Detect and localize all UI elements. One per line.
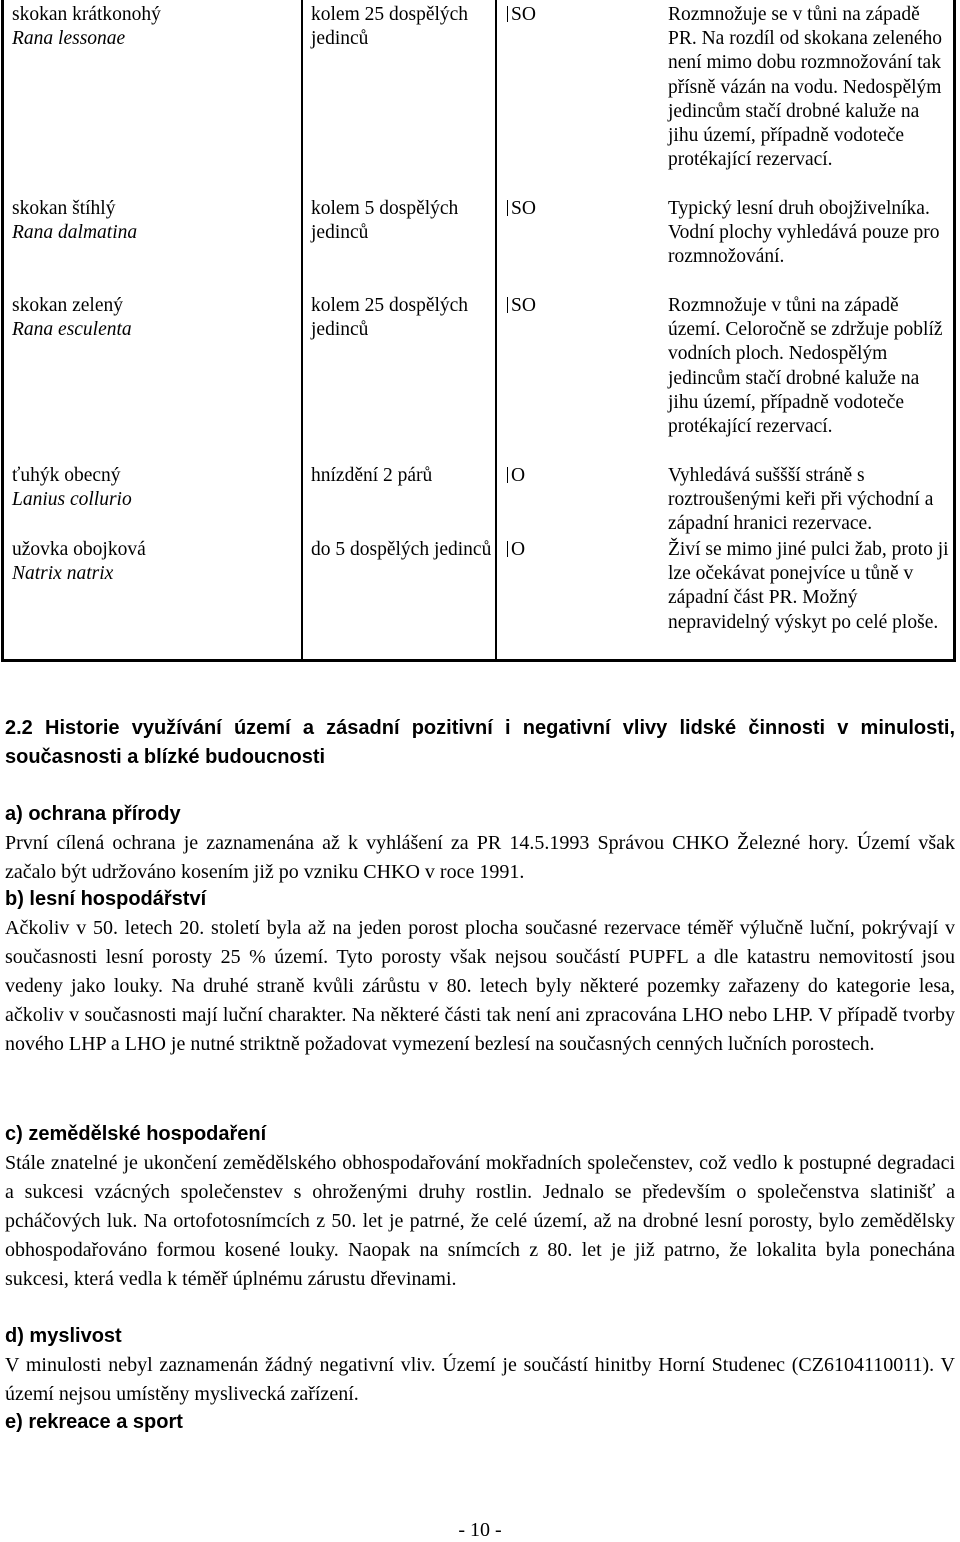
subsection-text: První cílená ochrana je zaznamenána až k vyhlášení za PR 14.5.1993 Správou CHKO Železné hory. Území však začalo být udržováno kosením již po vzniku CHKO v roce 1991. [5, 832, 955, 883]
protection-category: O [507, 464, 571, 488]
species-name [12, 538, 297, 586]
subsection-title: a) ochrana přírody [5, 803, 181, 825]
species-common-name: skokan zelený [12, 295, 124, 316]
species-name [12, 197, 297, 245]
species-latin-name: Natrix natrix [12, 563, 114, 585]
subsection-title: b) lesní hospodářství [5, 888, 207, 910]
column-divider [301, 0, 303, 659]
species-name [12, 3, 297, 51]
species-common-name: skokan štíhlý [12, 198, 116, 219]
species-note: Rozmnožuje se v tůni na západě PR. Na rozdíl od skokana zeleného není mimo dobu rozmnožování tak přísně vázán na vodu. Nedospělým jedincům stačí drobné kaluže na jihu území, případně vodoteče protékající rezervací. [668, 4, 943, 171]
subsection-title: d) myslivost [5, 1325, 122, 1347]
species-name [12, 294, 297, 342]
subsection-text: Ačkoliv v 50. letech 20. století byla až na jeden porost plocha současné rezervace téměř výlučně luční, pokrývají v současnosti lesní porosty 25 % území. Tyto porosty však nejsou součástí PUPFL a dle katastru nemovitostí jsou vedeny jako louky. Na druhé straně kvůli zárůstu v 80. letech byly některé pozemky zařazeny do kategorie lesa, ačkoliv v současnosti mají luční charakter. Na některé části tak není ani zpracována LHO nebo LHP. V případě tvorby nového LHP a LHO je nutné striktně požadovat vymezení bezlesí na současných cenných lučních porostech. [5, 917, 955, 1055]
protection-category: SO [507, 197, 571, 221]
section-heading [5, 714, 955, 772]
species-note: Typický lesní druh obojživelníka. Vodní plochy vyhledává pouze pro rozmnožování. [668, 198, 940, 268]
subsection-title: c) zemědělské hospodaření [5, 1123, 267, 1145]
protection-category: SO [507, 294, 571, 318]
species-common-name: ťuhýk obecný [12, 465, 121, 486]
species-common-name: skokan krátkonohý [12, 4, 161, 25]
section-hunting [5, 1322, 955, 1409]
population-count: kolem 25 dospělých jedinců [311, 295, 469, 341]
protection-category: SO [507, 3, 571, 27]
page-number: - 10 - [458, 1519, 502, 1541]
species-name [12, 464, 297, 512]
subsection-title: e) rekreace a sport [5, 1411, 183, 1433]
section-forestry [5, 885, 955, 1059]
species-latin-name: Lanius collurio [12, 489, 132, 511]
population-count: do 5 dospělých jedinců [311, 539, 492, 560]
protection-category: O [507, 538, 571, 562]
species-note: Rozmnožuje v tůni na západě území. Celoročně se zdržuje poblíž vodních ploch. Nedospělým jedincům stačí drobné kaluže na jihu území, případně vodoteče protékající rezervací. [668, 295, 943, 438]
species-note: Živí se mimo jiné pulci žab, proto ji lze očekávat ponejvíce u tůně v západní část PR. Možný nepravidelný výskyt po celé ploše. [668, 539, 949, 633]
species-latin-name: Rana lessonae [12, 28, 126, 50]
section-heading-text: Historie využívání území a zásadní pozitivní i negativní vlivy lidské činnosti v minulosti, současnosti a blízké budoucnosti [5, 717, 956, 768]
section-agriculture [5, 1120, 955, 1294]
section-number: 2.2 [5, 717, 33, 739]
section-recreation [5, 1408, 955, 1437]
section-nature-protection [5, 800, 955, 887]
population-count: kolem 25 dospělých jedinců [311, 4, 469, 50]
species-table [1, 0, 956, 662]
species-common-name: užovka obojková [12, 539, 146, 560]
species-latin-name: Rana esculenta [12, 319, 132, 341]
subsection-text: V minulosti nebyl zaznamenán žádný negativní vliv. Území je součástí hinitby Horní Studenec (CZ6104110011). V území nejsou umístěny myslivecká zařízení. [5, 1354, 955, 1405]
population-count: hnízdění 2 párů [311, 465, 433, 486]
subsection-text: Stále znatelné je ukončení zemědělského obhospodařování mokřadních společenstev, což vedlo k postupné degradaci a sukcesi vzácných společenstev s ohroženými druhy rostlin. Jednalo se především o společenstva slatinišť a pcháčových luk. Na ortofotosnímcích z 50. let je patrné, že celé území, až na drobné lesní porosty, bylo zemědělsky obhospodařováno formou kosené louky. Naopak na snímcích z 80. let je již patrno, že lokalita byla ponechána sukcesi, která vedla k téměř úplnému zárustu dřevinami. [5, 1152, 955, 1290]
species-latin-name: Rana dalmatina [12, 222, 138, 244]
species-note: Vyhledává suššší stráně s roztroušenými keři při východní a západní hranici rezervace. [668, 465, 934, 535]
population-count: kolem 5 dospělých jedinců [311, 198, 459, 244]
